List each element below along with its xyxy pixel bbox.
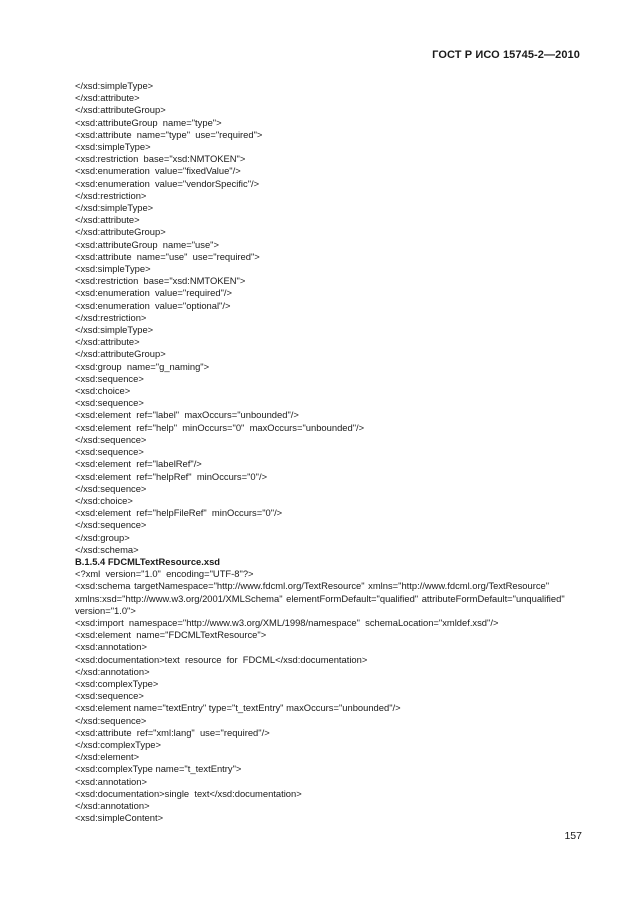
code-line: <xsd:attribute name="use" use="required"> [75,250,260,262]
code-line: </xsd:attribute> [75,214,140,226]
code-line: </xsd:sequence> [75,714,147,726]
code-line: <xsd:annotation> [75,641,147,653]
code-line: <xsd:attributeGroup name="use"> [75,238,219,250]
code-line: <xsd:element ref="label" maxOccurs="unbounded"/> [75,409,299,421]
code-line: <xsd:simpleType> [75,263,151,275]
code-line: <xsd:attribute name="type" use="required"> [75,128,263,140]
code-line: <xsd:attributeGroup name="type"> [75,116,222,128]
code-line: <xsd:element name="textEntry" type="t_textEntry" maxOccurs="unbounded"/> [75,702,401,714]
code-line: </xsd:choice> [75,494,133,506]
document-header: ГОСТ Р ИСО 15745-2—2010 [432,49,580,61]
code-line: <xsd:sequence> [75,446,144,458]
code-line: </xsd:simpleType> [75,324,154,336]
code-line: <xsd:enumeration value="fixedValue"/> [75,165,241,177]
code-line: </xsd:sequence> [75,519,147,531]
code-line: </xsd:sequence> [75,482,147,494]
code-line: <xsd:element ref="helpFileRef" minOccurs="0"/> [75,507,283,519]
code-line: <xsd:sequence> [75,397,144,409]
code-line: </xsd:element> [75,751,140,763]
code-line: <?xml version="1.0" encoding="UTF-8"?> [75,568,254,580]
code-line: </xsd:sequence> [75,433,147,445]
code-line: <xsd:documentation>single text</xsd:documentation> [75,787,302,799]
code-line: <xsd:documentation>text resource for FDCML</xsd:documentation> [75,653,368,665]
code-line: </xsd:simpleType> [75,202,154,214]
code-line: <xsd:element ref="labelRef"/> [75,458,202,470]
code-line: </xsd:attributeGroup> [75,226,166,238]
code-line: </xsd:complexType> [75,738,161,750]
code-line: <xsd:schema targetNamespace="http://www.fdcml.org/TextResource" xmlns="http://www.fdcml.org/TextResource" xmlns:xsd="http://www.w3.org/2001/XMLSchema" elementFormDefault="qualified" attributeFormDefault="unqualified" version="1.0"> [75,580,565,616]
code-line: <xsd:simpleContent> [75,812,164,824]
code-line: </xsd:attributeGroup> [75,104,166,116]
code-line: <xsd:element ref="help" minOccurs="0" maxOccurs="unbounded"/> [75,421,365,433]
code-line: <xsd:enumeration value="vendorSpecific"/> [75,177,260,189]
code-line: <xsd:attribute ref="xml:lang" use="required"/> [75,726,270,738]
section-heading: B.1.5.4 FDCMLTextResource.xsd [75,555,221,567]
page-number: 157 [564,830,582,842]
code-line: </xsd:attribute> [75,336,140,348]
code-line: <xsd:import namespace="http://www.w3.org/XML/1998/namespace" schemaLocation="xmldef.xsd"/> [75,616,499,628]
code-line: </xsd:simpleType> [75,80,154,91]
code-line: </xsd:restriction> [75,189,147,201]
code-line: <xsd:enumeration value="optional"/> [75,299,231,311]
code-line: <xsd:group name="g_naming"> [75,360,210,372]
code-line: <xsd:complexType> [75,677,159,689]
code-line: </xsd:annotation> [75,665,150,677]
code-line: <xsd:restriction base="xsd:NMTOKEN"> [75,153,246,165]
code-line: <xsd:element name="FDCMLTextResource"> [75,629,267,641]
code-line: </xsd:attributeGroup> [75,348,166,360]
code-line: <xsd:element ref="helpRef" minOccurs="0"/> [75,470,268,482]
code-line: <xsd:simpleType> [75,141,151,153]
code-line: </xsd:annotation> [75,799,150,811]
code-line: <xsd:sequence> [75,372,144,384]
code-line: </xsd:restriction> [75,311,147,323]
page-body [75,80,595,824]
code-line: </xsd:attribute> [75,92,140,104]
code-line: <xsd:annotation> [75,775,147,787]
code-line: <xsd:choice> [75,385,131,397]
code-line: </xsd:group> [75,531,130,543]
code-line: <xsd:restriction base="xsd:NMTOKEN"> [75,275,246,287]
code-line: <xsd:enumeration value="required"/> [75,287,233,299]
code-line: </xsd:schema> [75,543,139,555]
code-line: <xsd:sequence> [75,690,144,702]
code-line: <xsd:complexType name="t_textEntry"> [75,763,242,775]
